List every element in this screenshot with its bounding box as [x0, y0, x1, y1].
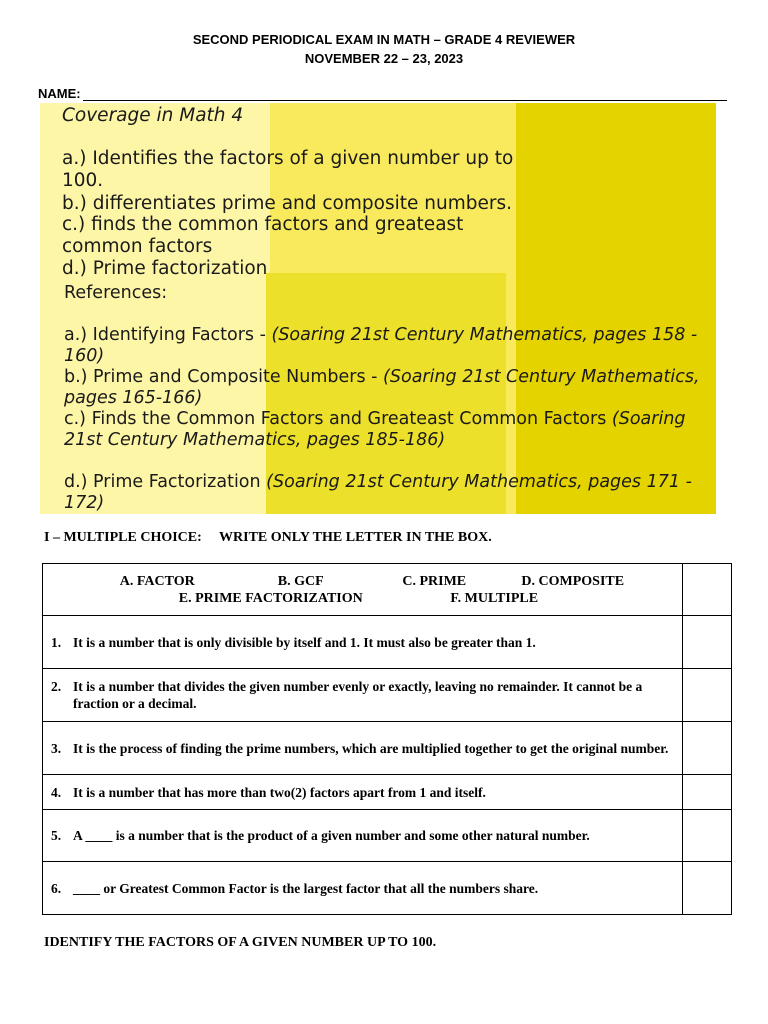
question-2-number: 2. — [51, 679, 62, 694]
question-row — [43, 775, 732, 810]
question-3 — [43, 722, 683, 775]
option-f: F. MULTIPLE — [450, 590, 539, 606]
coverage-item-b: b.) differentiates prime and composite numbers. — [62, 193, 512, 214]
reference-a-source: (Soaring 21st Century Mathematics, pages 158 - 160) — [64, 325, 698, 366]
answer-box-6[interactable] — [683, 862, 732, 915]
option-d: D. COMPOSITE — [521, 573, 625, 589]
options-cell — [43, 564, 683, 616]
coverage-item-d: d.) Prime factorization — [62, 258, 268, 279]
reference-b-source: (Soaring 21st Century Mathematics, pages 165-166) — [64, 367, 700, 408]
coverage-box — [40, 103, 716, 514]
option-b: B. GCF — [277, 573, 324, 589]
question-6-number: 6. — [51, 880, 62, 896]
options-side-cell — [683, 564, 732, 616]
name-label: NAME: — [38, 86, 81, 101]
multiple-choice-table — [42, 563, 732, 915]
reference-c-source: (Soaring 21st Century Mathematics, pages 185-186) — [64, 409, 686, 450]
identify-factors-heading: IDENTIFY THE FACTORS OF A GIVEN NUMBER UP TO 100. — [44, 935, 437, 950]
reference-d — [64, 472, 714, 514]
question-1-text: It is a number that is only divisible by itself and 1. It must also be greater than 1. — [73, 634, 536, 650]
question-5-number: 5. — [51, 828, 62, 843]
answer-box-2[interactable] — [683, 669, 732, 722]
exam-title: SECOND PERIODICAL EXAM IN MATH – GRADE 4 REVIEWER — [192, 32, 576, 47]
question-2-text: It is a number that divides the given number evenly or exactly, leaving no remainder. It cannot be a fraction or a decimal. — [73, 679, 643, 711]
option-c: C. PRIME — [402, 573, 467, 589]
question-5 — [43, 810, 683, 862]
question-row — [43, 862, 732, 915]
question-1-number: 1. — [51, 634, 62, 650]
option-a: A. FACTOR — [119, 573, 195, 589]
coverage-item-a-line1: a.) Identifies the factors of a given number up to — [62, 148, 514, 169]
coverage-band-dark — [516, 103, 716, 514]
option-e: E. PRIME FACTORIZATION — [178, 590, 363, 606]
reference-a-label: a.) Identifying Factors - — [64, 325, 272, 345]
options-row2 — [44, 590, 681, 607]
question-1 — [43, 616, 683, 669]
coverage-item-c-line2: common factors — [62, 236, 213, 257]
references-label: References: — [64, 283, 168, 303]
coverage-item-c-line1: c.) finds the common factors and greateast — [62, 214, 464, 235]
answer-box-5[interactable] — [683, 810, 732, 862]
reference-c — [64, 409, 714, 451]
coverage-item-a-line2: 100. — [62, 170, 104, 191]
question-row — [43, 669, 732, 722]
question-row — [43, 810, 732, 862]
answer-box-3[interactable] — [683, 722, 732, 775]
question-4-number: 4. — [51, 784, 62, 800]
question-5-text: A ____ is a number that is the product of a given number and some other natural number. — [73, 828, 590, 843]
question-3-number: 3. — [51, 740, 62, 756]
multiple-choice-instructions: I – MULTIPLE CHOICE: WRITE ONLY THE LETTER IN THE BOX. — [44, 530, 492, 545]
options-row — [43, 564, 732, 616]
options-row1 — [44, 573, 681, 590]
question-4 — [43, 775, 683, 810]
coverage-item-c — [62, 214, 463, 258]
exam-date: NOVEMBER 22 – 23, 2023 — [304, 51, 464, 66]
question-4-text: It is a number that has more than two(2) factors apart from 1 and itself. — [73, 784, 486, 800]
reference-c-label: c.) Finds the Common Factors and Greateast Common Factors — [64, 409, 612, 429]
reference-b — [64, 367, 714, 409]
reference-a — [64, 325, 714, 367]
question-6 — [43, 862, 683, 915]
question-2 — [43, 669, 683, 722]
reference-d-label: d.) Prime Factorization — [64, 472, 267, 492]
question-row — [43, 722, 732, 775]
reference-b-label: b.) Prime and Composite Numbers - — [64, 367, 384, 387]
question-3-text: It is the process of finding the prime numbers, which are multiplied together to get the original number. — [73, 740, 669, 756]
question-row — [43, 616, 732, 669]
coverage-item-a — [62, 148, 513, 192]
question-6-text: ____ or Greatest Common Factor is the largest factor that all the numbers share. — [73, 880, 539, 896]
answer-box-1[interactable] — [683, 616, 732, 669]
name-blank-line[interactable] — [83, 88, 727, 101]
coverage-title: Coverage in Math 4 — [62, 105, 244, 126]
name-row — [38, 86, 727, 101]
reference-d-source: (Soaring 21st Century Mathematics, pages 171 - 172) — [64, 472, 692, 513]
answer-box-4[interactable] — [683, 775, 732, 810]
